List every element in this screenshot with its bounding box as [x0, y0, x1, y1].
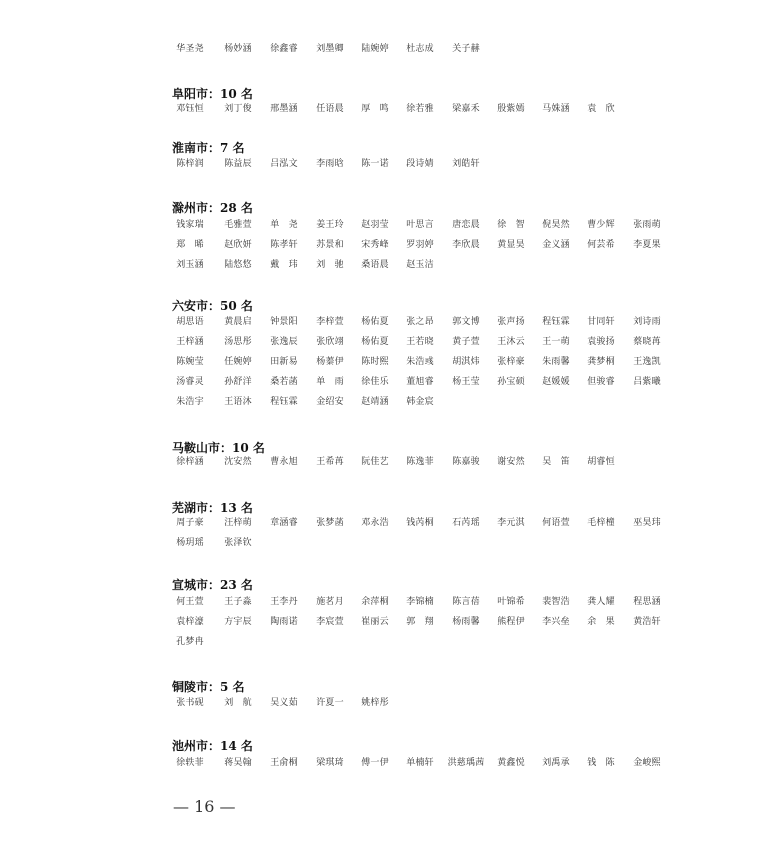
- name-entry: 毛梓橦: [587, 518, 615, 528]
- name-entry: 金峻熙: [633, 758, 661, 768]
- name-entry: 桑语晨: [361, 260, 389, 270]
- name-entry: 王俞桐: [270, 758, 298, 768]
- name-entry: 徐鑫睿: [270, 44, 298, 54]
- name-entry: 汤思彤: [224, 337, 252, 347]
- name-entry: 李夏果: [633, 240, 661, 250]
- name-entry: 裴智浩: [542, 597, 570, 607]
- name-entry: 段诗婧: [406, 159, 434, 169]
- name-entry: 郭文博: [452, 317, 480, 327]
- name-entry: 戴 玮: [270, 260, 298, 270]
- name-entry: 钱 陈: [587, 758, 615, 768]
- name-entry: 刘皓轩: [452, 159, 480, 169]
- name-entry: 孔梦冉: [176, 637, 204, 647]
- name-entry: 陈言蓓: [452, 597, 480, 607]
- name-entry: 徐轶菲: [176, 758, 204, 768]
- name-entry: 华圣尧: [176, 44, 204, 54]
- name-entry: 刘 驰: [316, 260, 344, 270]
- name-entry: 程钰霖: [542, 317, 570, 327]
- name-entry: 何芸希: [587, 240, 615, 250]
- name-entry: 龚人耀: [587, 597, 615, 607]
- name-entry: 余 果: [587, 617, 615, 627]
- name-entry: 刘诗雨: [633, 317, 661, 327]
- name-entry: 黄显昊: [497, 240, 525, 250]
- name-entry: 梁嘉禾: [452, 104, 480, 114]
- name-entry: 赵玉洁: [406, 260, 434, 270]
- name-entry: 何王萱: [176, 597, 204, 607]
- name-entry: 钟景阳: [270, 317, 298, 327]
- name-entry: 李元淇: [497, 518, 525, 528]
- name-entry: 陈一诺: [361, 159, 389, 169]
- name-entry: 孙宝硕: [497, 377, 525, 387]
- name-entry: 周子豪: [176, 518, 204, 528]
- name-entry: 施茗月: [316, 597, 344, 607]
- name-entry: 杨蓁伊: [316, 357, 344, 367]
- name-entry: 巫昊玮: [633, 518, 661, 528]
- name-entry: 刘 航: [224, 698, 252, 708]
- name-entry: 王沐云: [497, 337, 525, 347]
- name-entry: 谢安然: [497, 457, 525, 467]
- name-entry: 胡睿恒: [587, 457, 615, 467]
- name-entry: 陈益辰: [224, 159, 252, 169]
- name-entry: 傅一伊: [361, 758, 389, 768]
- name-entry: 石芮瑶: [452, 518, 480, 528]
- name-entry: 韩金宸: [406, 397, 434, 407]
- name-entry: 王一萌: [542, 337, 570, 347]
- name-entry: 李梓萱: [316, 317, 344, 327]
- name-entry: 刘丁俊: [224, 104, 252, 114]
- name-entry: 袁 欣: [587, 104, 615, 114]
- name-entry: 钱家瑞: [176, 220, 204, 230]
- name-entry: 姜王玲: [316, 220, 344, 230]
- name-entry: 姚梓彤: [361, 698, 389, 708]
- name-entry: 汪梓萌: [224, 518, 252, 528]
- name-entry: 马姝涵: [542, 104, 570, 114]
- name-entry: 王希苒: [316, 457, 344, 467]
- name-entry: 邓永浩: [361, 518, 389, 528]
- name-entry: 阮佳艺: [361, 457, 389, 467]
- name-entry: 张声扬: [497, 317, 525, 327]
- name-entry: 杨王莹: [452, 377, 480, 387]
- name-entry: 叶思言: [406, 220, 434, 230]
- name-entry: 胡淇炜: [452, 357, 480, 367]
- name-entry: 熊程伊: [497, 617, 525, 627]
- name-entry: 汤睿灵: [176, 377, 204, 387]
- name-entry: 甘同轩: [587, 317, 615, 327]
- name-entry: 李锦楠: [406, 597, 434, 607]
- name-entry: 任语晨: [316, 104, 344, 114]
- name-entry: 蒋吴翰: [224, 758, 252, 768]
- name-entry: 孙舒洋: [224, 377, 252, 387]
- name-entry: 曹永旭: [270, 457, 298, 467]
- name-entry: 黄子萱: [452, 337, 480, 347]
- name-entry: 杨玥瑶: [176, 538, 204, 548]
- name-entry: 龚梦桐: [587, 357, 615, 367]
- name-entry: 金义涵: [542, 240, 570, 250]
- name-entry: 赵欣妍: [224, 240, 252, 250]
- name-entry: 单 雨: [316, 377, 344, 387]
- name-entry: 张书砚: [176, 698, 204, 708]
- name-entry: 胡思语: [176, 317, 204, 327]
- name-entry: 曹少辉: [587, 220, 615, 230]
- name-entry: 刘玉涵: [176, 260, 204, 270]
- name-entry: 陈时熙: [361, 357, 389, 367]
- section-heading: 六安市：50 名: [172, 299, 253, 313]
- name-entry: 吕泓文: [270, 159, 298, 169]
- name-entry: 徐若雅: [406, 104, 434, 114]
- name-entry: 陈梓润: [176, 159, 204, 169]
- name-entry: 何语萱: [542, 518, 570, 528]
- section-heading: 宣城市：23 名: [172, 578, 253, 592]
- name-entry: 赵羽莹: [361, 220, 389, 230]
- name-entry: 杨佑夏: [361, 337, 389, 347]
- name-entry: 袁骏扬: [587, 337, 615, 347]
- name-entry: 王若晓: [406, 337, 434, 347]
- name-entry: 陆悠悠: [224, 260, 252, 270]
- name-entry: 章涵睿: [270, 518, 298, 528]
- name-entry: 陈婉莹: [176, 357, 204, 367]
- name-entry: 徐梓涵: [176, 457, 204, 467]
- name-entry: 单 尧: [270, 220, 298, 230]
- name-entry: 但骏睿: [587, 377, 615, 387]
- name-entry: 桑若菡: [270, 377, 298, 387]
- section-heading: 马鞍山市：10 名: [172, 441, 265, 455]
- name-entry: 王语沐: [224, 397, 252, 407]
- name-entry: 田新易: [270, 357, 298, 367]
- name-entry: 许夏一: [316, 698, 344, 708]
- name-entry: 袁梓濠: [176, 617, 204, 627]
- name-entry: 崔丽云: [361, 617, 389, 627]
- name-entry: 钱芮桐: [406, 518, 434, 528]
- name-entry: 殷紫嫣: [497, 104, 525, 114]
- name-entry: 蔡晓苒: [633, 337, 661, 347]
- name-entry: 毛雅萱: [224, 220, 252, 230]
- name-entry: 徐 智: [497, 220, 525, 230]
- name-entry: 吕紫曦: [633, 377, 661, 387]
- name-entry: 吴义茹: [270, 698, 298, 708]
- name-entry: 张之昂: [406, 317, 434, 327]
- name-entry: 程钰霖: [270, 397, 298, 407]
- name-entry: 朱雨馨: [542, 357, 570, 367]
- name-entry: 朱浩宇: [176, 397, 204, 407]
- name-entry: 张梦菡: [316, 518, 344, 528]
- name-entry: 宋秀峰: [361, 240, 389, 250]
- name-entry: 程思涵: [633, 597, 661, 607]
- section-heading: 滁州市：28 名: [172, 201, 253, 215]
- name-entry: 单楠轩: [406, 758, 434, 768]
- name-entry: 赵媛媛: [542, 377, 570, 387]
- name-entry: 李雨晗: [316, 159, 344, 169]
- name-entry: 张泽钦: [224, 538, 252, 548]
- name-entry: 刘墨卿: [316, 44, 344, 54]
- name-entry: 任婉婷: [224, 357, 252, 367]
- name-entry: 梁琪琦: [316, 758, 344, 768]
- name-entry: 罗羽婷: [406, 240, 434, 250]
- name-entry: 张梓豪: [497, 357, 525, 367]
- name-entry: 张雨萌: [633, 220, 661, 230]
- name-entry: 黄晨启: [224, 317, 252, 327]
- name-entry: 杨妙涵: [224, 44, 252, 54]
- name-entry: 董旭睿: [406, 377, 434, 387]
- name-entry: 赵靖涵: [361, 397, 389, 407]
- name-entry: 王逸凯: [633, 357, 661, 367]
- section-heading: 池州市：14 名: [172, 739, 253, 753]
- name-entry: 方宇辰: [224, 617, 252, 627]
- name-entry: 李欣晨: [452, 240, 480, 250]
- name-entry: 关子赫: [452, 44, 480, 54]
- name-entry: 吴 笛: [542, 457, 570, 467]
- name-entry: 陆婉婷: [361, 44, 389, 54]
- name-entry: 邓钰恒: [176, 104, 204, 114]
- name-entry: 洪慈瑀茜: [447, 758, 485, 768]
- name-entry: 徐佳乐: [361, 377, 389, 387]
- name-entry: 沈安然: [224, 457, 252, 467]
- name-entry: 李兴垒: [542, 617, 570, 627]
- name-entry: 王梓涵: [176, 337, 204, 347]
- name-entry: 朱浩彧: [406, 357, 434, 367]
- name-entry: 李宸萱: [316, 617, 344, 627]
- name-entry: 杨雨馨: [452, 617, 480, 627]
- name-entry: 邢墨涵: [270, 104, 298, 114]
- name-entry: 苏景和: [316, 240, 344, 250]
- page-number: — 16 —: [173, 797, 236, 816]
- name-entry: 杨佑夏: [361, 317, 389, 327]
- name-entry: 唐恋晨: [452, 220, 480, 230]
- name-entry: 倪昊然: [542, 220, 570, 230]
- name-entry: 郑 晞: [176, 240, 204, 250]
- name-entry: 王李丹: [270, 597, 298, 607]
- name-entry: 黄鑫悦: [497, 758, 525, 768]
- name-entry: 张欣翊: [316, 337, 344, 347]
- name-entry: 刘禹承: [542, 758, 570, 768]
- name-entry: 张逸辰: [270, 337, 298, 347]
- name-entry: 王子淼: [224, 597, 252, 607]
- name-entry: 陈孝轩: [270, 240, 298, 250]
- name-entry: 黄浩轩: [633, 617, 661, 627]
- section-heading: 芜湖市：13 名: [172, 501, 253, 515]
- name-entry: 陈逸菲: [406, 457, 434, 467]
- section-heading: 淮南市：7 名: [172, 141, 245, 155]
- section-heading: 铜陵市：5 名: [172, 680, 245, 694]
- name-entry: 陈嘉骏: [452, 457, 480, 467]
- name-entry: 厚 鸣: [361, 104, 389, 114]
- name-entry: 杜志成: [406, 44, 434, 54]
- name-entry: 郭 翔: [406, 617, 434, 627]
- name-entry: 陶雨诺: [270, 617, 298, 627]
- section-heading: 阜阳市：10 名: [172, 87, 253, 101]
- name-entry: 金绍安: [316, 397, 344, 407]
- name-entry: 叶锦希: [497, 597, 525, 607]
- name-entry: 余萍桐: [361, 597, 389, 607]
